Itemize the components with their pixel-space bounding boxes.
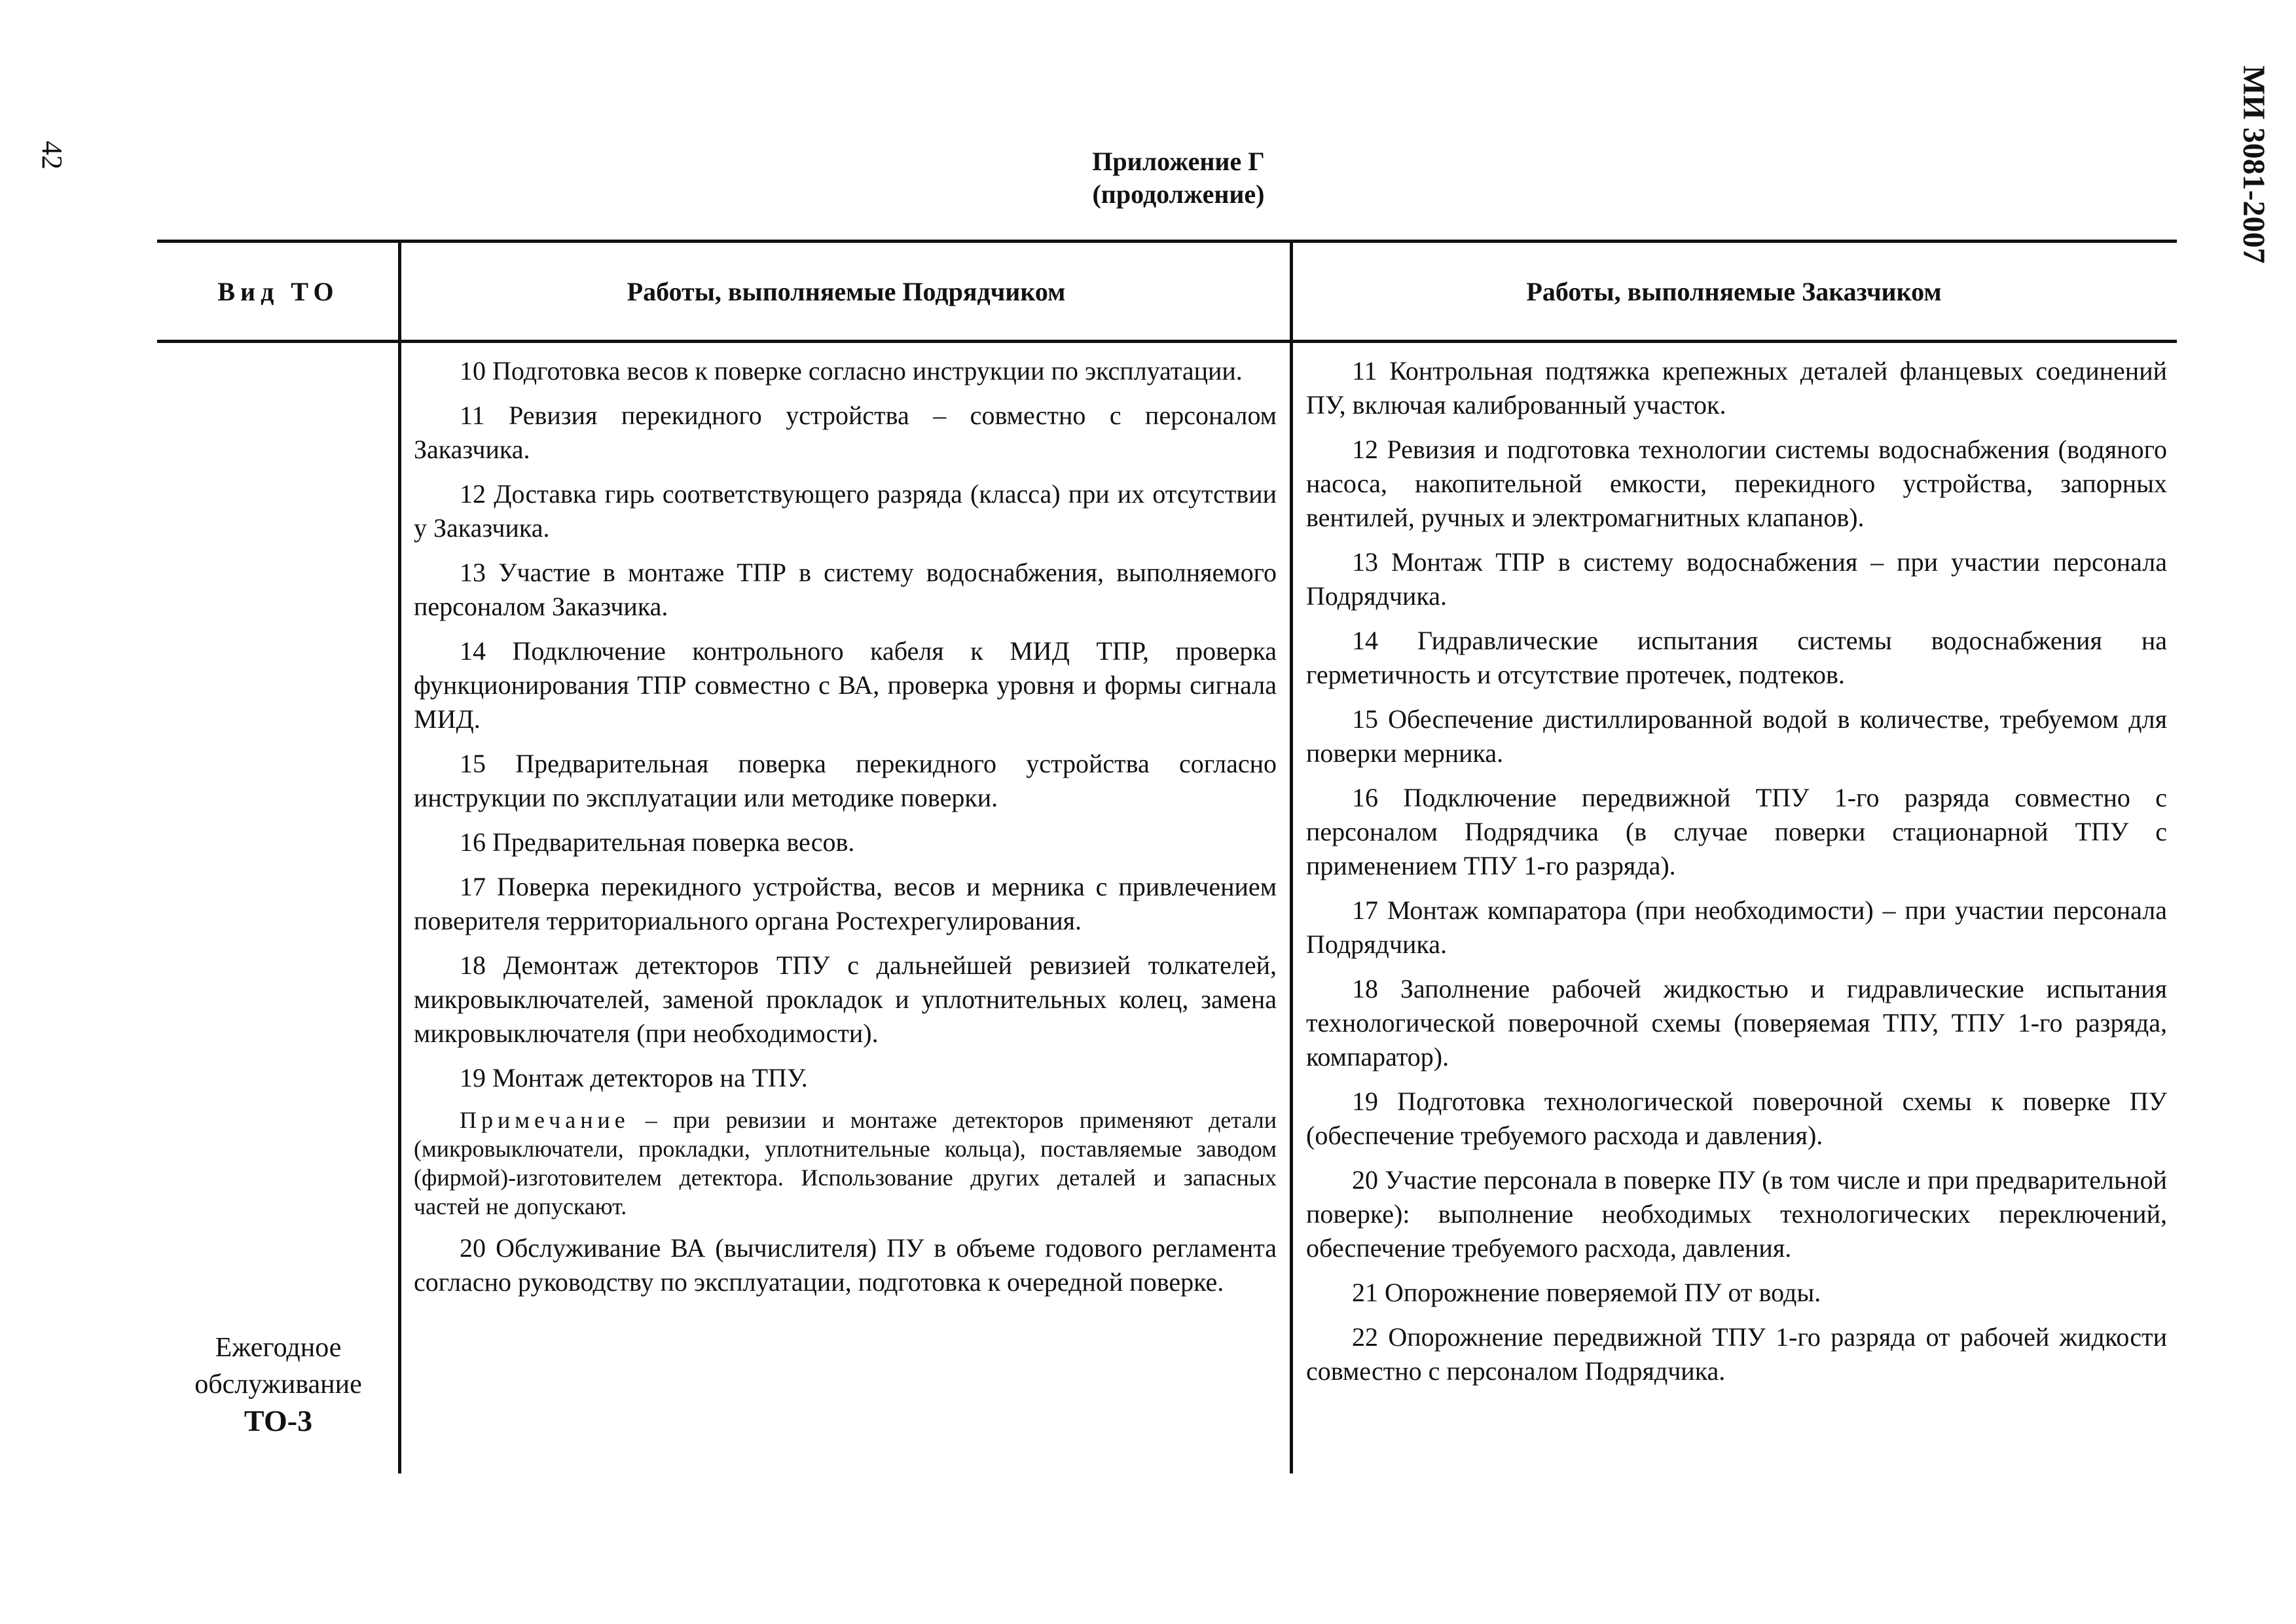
customer-item: 17 Монтаж компаратора (при необходимости) – при участии персонала Подрядчика. [1306, 895, 2167, 959]
customer-item: 21 Опорожнение поверяемой ПУ от воды. [1352, 1278, 1821, 1307]
header-customer: Работы, выполняемые Заказчиком [1526, 276, 1942, 306]
contractor-works-column [414, 354, 1277, 1310]
customer-item: 12 Ревизия и подготовка технологии системы водоснабжения (водяного насоса, накопительной емкости, перекидного устройства, запорных вентилей, ручных и электромагнитных клапанов). [1306, 435, 2167, 532]
contractor-item: 13 Участие в монтаже ТПР в систему водоснабжения, выполняемого персоналом Заказчика. [414, 558, 1277, 621]
maintenance-type-code: ТО-3 [244, 1404, 313, 1437]
page-number: 42 [36, 141, 68, 170]
contractor-item: 16 Предварительная поверка весов. [460, 827, 855, 857]
customer-item: 19 Подготовка технологической поверочной схемы к поверке ПУ (обеспечение требуемого расхода и давления). [1306, 1087, 2167, 1150]
contractor-item: 14 Подключение контрольного кабеля к МИД ТПР, проверка функционирования ТПР совместно с ВА, проверка уровня и формы сигнала МИД. [414, 636, 1277, 734]
note-text: – при ревизии и монтаже детекторов применяют детали (микровыключатели, прокладки, уплотнительные кольца), поставляемые заводом (фирмой)-изготовителем детектора. Использование других деталей и запасных частей не допускают. [414, 1107, 1277, 1219]
customer-item: 15 Обеспечение дистиллированной водой в количестве, требуемом для поверки мерника. [1306, 704, 2167, 768]
note-label: Примечание [460, 1107, 630, 1133]
maintenance-type-line2: обслуживание [194, 1369, 362, 1399]
customer-item: 11 Контрольная подтяжка крепежных деталей фланцевых соединений ПУ, включая калиброванный участок. [1306, 356, 2167, 420]
customer-item: 18 Заполнение рабочей жидкостью и гидравлические испытания технологической поверочной схемы (поверяемая ТПУ, ТПУ 1-го разряда, компаратор). [1306, 974, 2167, 1072]
customer-works-column [1306, 354, 2167, 1399]
appendix-header [851, 145, 1506, 211]
contractor-item: 19 Монтаж детекторов на ТПУ. [460, 1063, 808, 1092]
maintenance-type-cell [157, 1329, 399, 1439]
column-divider [1290, 243, 1293, 1473]
contractor-item: 18 Демонтаж детекторов ТПУ с дальнейшей ревизией толкателей, микровыключателей, заменой прокладок и уплотнительных колец, замена микровыключателя (при необходимости). [414, 950, 1277, 1048]
contractor-item: 15 Предварительная поверка перекидного устройства согласно инструкции по эксплуатации или методике поверки. [414, 749, 1277, 812]
appendix-title: Приложение Г [1092, 147, 1265, 176]
contractor-note [414, 1106, 1277, 1221]
contractor-item: 12 Доставка гирь соответствующего разряда (класса) при их отсутствии у Заказчика. [414, 479, 1277, 543]
contractor-item: 10 Подготовка весов к поверке согласно инструкции по эксплуатации. [460, 356, 1243, 386]
contractor-item: 20 Обслуживание ВА (вычислителя) ПУ в объеме годового регламента согласно руководству по эксплуатации, подготовка к очередной поверке. [414, 1233, 1277, 1297]
contractor-item: 17 Поверка перекидного устройства, весов и мерника с привлечением поверителя территориального органа Ростехрегулирования. [414, 872, 1277, 935]
customer-item: 22 Опорожнение передвижной ТПУ 1-го разряда от рабочей жидкости совместно с персоналом Подрядчика. [1306, 1322, 2167, 1386]
contractor-item: 11 Ревизия перекидного устройства – совместно с персоналом Заказчика. [414, 401, 1277, 464]
maintenance-type-line1: Ежегодное [215, 1333, 342, 1363]
appendix-subtitle: (продолжение) [1092, 179, 1265, 209]
maintenance-table [157, 240, 2177, 1473]
header-contractor: Работы, выполняемые Подрядчиком [627, 276, 1066, 306]
column-divider [398, 243, 401, 1473]
customer-item: 13 Монтаж ТПР в систему водоснабжения – при участии персонала Подрядчика. [1306, 547, 2167, 611]
document-code: МИ 3081-2007 [2236, 65, 2271, 264]
customer-item: 16 Подключение передвижной ТПУ 1-го разряда совместно с персоналом Подрядчика (в случае поверки стационарной ТПУ с применением ТПУ 1-го разряда). [1306, 783, 2167, 880]
customer-item: 14 Гидравлические испытания системы водоснабжения на герметичность и отсутствие протечек, подтеков. [1306, 626, 2167, 689]
table-header-row [157, 243, 2177, 343]
customer-item: 20 Участие персонала в поверке ПУ (в том числе и при предварительной поверке): выполнение необходимых технологических переключений, обеспечение требуемого расхода, давления. [1306, 1165, 2167, 1263]
header-type: Вид ТО [217, 276, 339, 306]
